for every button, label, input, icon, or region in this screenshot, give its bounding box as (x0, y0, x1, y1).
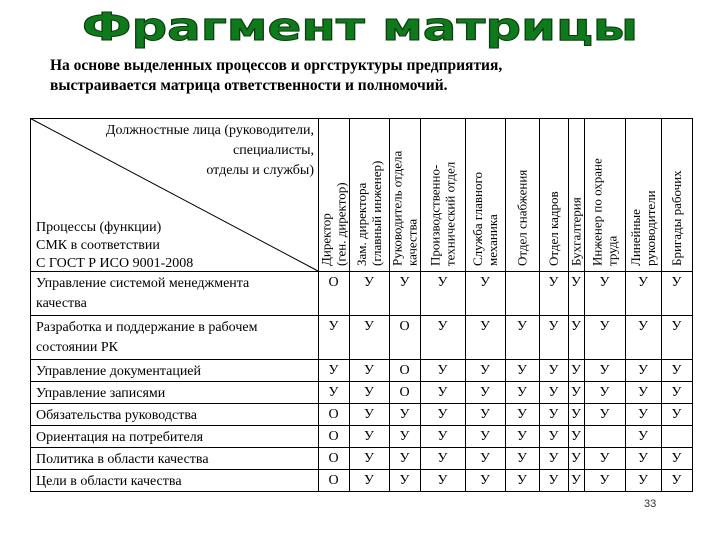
matrix-cell: У (399, 429, 410, 444)
matrix-cell: У (548, 275, 559, 290)
column-header-label: Линейные (628, 209, 643, 266)
matrix-cell: У (437, 451, 448, 466)
header-officials-label: специалисты, (233, 143, 314, 158)
matrix-cell: У (671, 275, 682, 290)
matrix-cell: У (364, 385, 374, 400)
column-header-label: механика (485, 214, 500, 266)
matrix-cell: У (548, 363, 559, 378)
header-processes-label: Процессы (функции) (36, 220, 162, 235)
page-number: 33 (644, 498, 657, 510)
responsibility-matrix (30, 118, 694, 498)
column-header-label: Инженер по охране (589, 158, 605, 266)
matrix-cell: У (599, 407, 610, 422)
matrix-cell: У (638, 275, 648, 290)
matrix-cell: У (399, 473, 410, 488)
matrix-cell: У (548, 429, 559, 444)
matrix-cell: У (364, 407, 374, 422)
matrix-cell: У (437, 385, 448, 400)
matrix-cell: У (328, 363, 339, 378)
column-header-label: Бухгалтерия (568, 197, 584, 266)
slide-title (0, 4, 720, 50)
matrix-cell: У (571, 363, 581, 378)
process-name: качества (36, 296, 87, 311)
matrix-cell: У (517, 407, 527, 422)
matrix-cell: У (599, 473, 610, 488)
matrix-cell: О (328, 429, 339, 444)
matrix-cell: У (480, 385, 490, 400)
matrix-cell: У (399, 275, 410, 290)
matrix-cell: У (548, 385, 559, 400)
process-name: Разработка и поддержание в рабочем (36, 320, 258, 335)
matrix-cell: У (638, 473, 648, 488)
matrix-cell: У (364, 429, 374, 444)
matrix-cell: У (571, 275, 581, 290)
slide-title-text: Фрагмент матрицы (82, 5, 638, 49)
matrix-cell: У (671, 407, 682, 422)
matrix-cell: У (364, 319, 374, 334)
matrix-cell: У (437, 275, 448, 290)
matrix-cell: У (480, 451, 490, 466)
matrix-cell: У (571, 451, 581, 466)
column-header-label: Отдел кадров (546, 191, 561, 266)
matrix-cell: У (638, 363, 648, 378)
column-header-label: Руководитель отдела (389, 150, 405, 266)
process-name: Обязательства руководства (36, 408, 197, 423)
column-header-label: Отдел снабжения (514, 169, 530, 266)
column-header-label: Зам. директора (354, 182, 369, 266)
column-header-label: руководители (643, 190, 658, 266)
matrix-cell: У (638, 407, 648, 422)
matrix-cell: У (437, 407, 448, 422)
matrix-cell: О (399, 319, 410, 334)
header-processes-label: СМК в соответствии (36, 238, 160, 253)
matrix-cell: У (599, 385, 610, 400)
matrix-cell: У (480, 319, 490, 334)
matrix-cell: У (571, 407, 581, 422)
matrix-cell: О (328, 451, 339, 466)
matrix-cell: У (480, 275, 490, 290)
process-name: Ориентация на потребителя (36, 430, 204, 445)
intro-line-1: На основе выделенных процессов и оргструктуры предприятия, (50, 57, 503, 74)
matrix-cell: У (328, 319, 339, 334)
matrix-cell: У (571, 429, 581, 444)
matrix-cell: У (548, 451, 559, 466)
process-name: состоянии РК (36, 340, 118, 355)
intro-text (50, 56, 690, 96)
matrix-cell: У (517, 385, 527, 400)
matrix-cell: У (517, 451, 527, 466)
matrix-cell: У (599, 363, 610, 378)
matrix-cell: У (638, 451, 648, 466)
matrix-cell: У (399, 407, 410, 422)
matrix-cell: У (480, 429, 490, 444)
matrix-svg (30, 118, 694, 493)
matrix-cell: У (548, 407, 559, 422)
process-name: Управление документацией (36, 364, 202, 379)
matrix-cell: О (399, 363, 410, 378)
matrix-cell: У (364, 363, 374, 378)
matrix-cell: У (437, 429, 448, 444)
matrix-cell: У (599, 275, 610, 290)
header-officials-label: отделы и службы) (206, 163, 314, 178)
column-header-label: качества (404, 218, 420, 266)
column-header-label: технический отдел (442, 161, 458, 266)
matrix-cell: У (480, 363, 490, 378)
column-header-label: Бригады рабочих (669, 170, 684, 266)
process-name: Политика в области качества (36, 452, 209, 467)
matrix-cell: У (671, 363, 682, 378)
header-processes-label: С ГОСТ Р ИСО 9001-2008 (36, 256, 194, 271)
matrix-cell: У (328, 385, 339, 400)
matrix-cell: О (328, 473, 339, 488)
matrix-cell: У (437, 319, 448, 334)
matrix-cell: У (548, 319, 559, 334)
matrix-cell: У (638, 429, 648, 444)
matrix-cell: У (364, 451, 374, 466)
process-name: Управление системой менеджмента (36, 276, 250, 291)
matrix-cell: У (399, 451, 410, 466)
matrix-cell: У (571, 319, 581, 334)
matrix-cell: У (517, 473, 527, 488)
matrix-cell: У (599, 319, 610, 334)
matrix-cell: У (437, 363, 448, 378)
matrix-cell: У (480, 473, 490, 488)
matrix-cell: У (548, 473, 559, 488)
matrix-cell: У (638, 319, 648, 334)
matrix-cell: У (364, 473, 374, 488)
matrix-cell: У (571, 473, 581, 488)
process-name: Цели в области качества (36, 474, 182, 489)
process-name: Управление записями (36, 386, 166, 401)
column-header-label: (главный инженер) (369, 160, 384, 266)
matrix-cell: У (571, 385, 581, 400)
matrix-cell: У (671, 319, 682, 334)
matrix-cell: О (328, 275, 339, 290)
matrix-cell: У (671, 451, 682, 466)
matrix-cell: У (638, 385, 648, 400)
matrix-cell: У (480, 407, 490, 422)
matrix-cell: О (399, 385, 410, 400)
matrix-cell: У (671, 385, 682, 400)
matrix-cell: У (517, 429, 527, 444)
column-header-label: Производственно- (427, 164, 443, 266)
column-header-label: труда (604, 235, 620, 266)
matrix-cell: У (517, 319, 527, 334)
column-header-label: (ген. директор) (333, 182, 349, 266)
matrix-cell: У (671, 473, 682, 488)
matrix-cell: О (328, 407, 339, 422)
header-officials-label: Должностные лица (руководители, (105, 123, 314, 138)
column-header-label: Директор (318, 213, 334, 266)
matrix-cell: У (437, 473, 448, 488)
matrix-cell: У (517, 363, 527, 378)
intro-line-2: выстраивается матрица ответственности и полномочий. (50, 77, 448, 94)
matrix-cell: У (599, 451, 610, 466)
matrix-cell: У (364, 275, 374, 290)
column-header-label: Служба главного (470, 172, 485, 266)
